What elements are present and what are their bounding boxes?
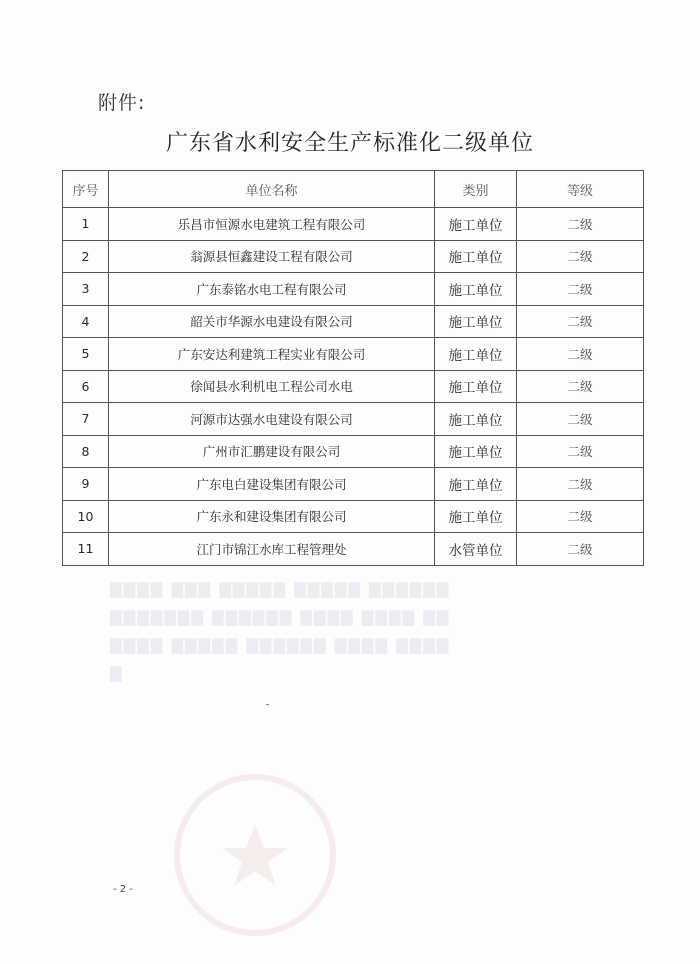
stray-mark — [266, 704, 269, 705]
table-row — [63, 533, 644, 566]
cell-grade: 二级 — [517, 435, 644, 468]
cell-name: 广东永和建设集团有限公司 — [109, 500, 435, 533]
cell-type: 施工单位 — [435, 500, 517, 533]
table-row — [63, 468, 644, 501]
cell-name: 徐闻县水利机电工程公司水电 — [109, 370, 435, 403]
cell-name: 广东安达利建筑工程实业有限公司 — [109, 338, 435, 371]
attachment-label: 附件: — [98, 92, 146, 114]
cell-grade: 二级 — [517, 533, 644, 566]
cell-type: 施工单位 — [435, 468, 517, 501]
cell-index: 5 — [63, 338, 109, 371]
header-index: 序号 — [63, 171, 109, 208]
cell-type: 水管单位 — [435, 533, 517, 566]
cell-type: 施工单位 — [435, 338, 517, 371]
cell-index: 4 — [63, 305, 109, 338]
table-row — [63, 305, 644, 338]
cell-grade: 二级 — [517, 240, 644, 273]
cell-index: 8 — [63, 435, 109, 468]
cell-grade: 二级 — [517, 468, 644, 501]
cell-name: 翁源县恒鑫建设工程有限公司 — [109, 240, 435, 273]
cell-grade: 二级 — [517, 305, 644, 338]
cell-type: 施工单位 — [435, 370, 517, 403]
cell-index: 3 — [63, 273, 109, 306]
cell-grade: 二级 — [517, 403, 644, 436]
header-grade: 等级 — [517, 171, 644, 208]
cell-type: 施工单位 — [435, 435, 517, 468]
header-name: 单位名称 — [109, 171, 435, 208]
cell-name: 广东泰铭水电工程有限公司 — [109, 273, 435, 306]
table-row — [63, 240, 644, 273]
table-row — [63, 208, 644, 241]
table-row — [63, 273, 644, 306]
cell-name: 韶关市华源水电建设有限公司 — [109, 305, 435, 338]
cell-grade: 二级 — [517, 208, 644, 241]
table-header-row — [63, 171, 644, 208]
cell-name: 江门市锦江水库工程管理处 — [109, 533, 435, 566]
cell-index: 6 — [63, 370, 109, 403]
table-row — [63, 435, 644, 468]
cell-name: 河源市达强水电建设有限公司 — [109, 403, 435, 436]
document-title: 广东省水利安全生产标准化二级单位 — [165, 131, 534, 156]
cell-type: 施工单位 — [435, 305, 517, 338]
cell-type: 施工单位 — [435, 208, 517, 241]
cell-index: 7 — [63, 403, 109, 436]
bleed-through-text: ▇▇▇▇ ▇▇▇ ▇▇▇▇▇ ▇▇▇▇▇ ▇▇▇▇▇▇ ▇▇▇▇▇▇▇ ▇▇▇▇▇▇ ▇▇▇▇ ▇▇▇▇ ▇▇ ▇▇▇▇ ▇▇▇▇▇ ▇▇▇▇▇▇ ▇▇▇▇ ▇▇▇▇ ▇ — [110, 580, 451, 682]
units-table — [62, 170, 644, 566]
cell-type: 施工单位 — [435, 273, 517, 306]
cell-index: 1 — [63, 208, 109, 241]
page-number: - 2 - — [113, 884, 133, 895]
cell-index: 9 — [63, 468, 109, 501]
table-row — [63, 370, 644, 403]
table-row — [63, 500, 644, 533]
cell-name: 广州市汇鹏建设有限公司 — [109, 435, 435, 468]
cell-grade: 二级 — [517, 500, 644, 533]
bleed-through-seal — [170, 770, 340, 940]
cell-type: 施工单位 — [435, 403, 517, 436]
cell-grade: 二级 — [517, 273, 644, 306]
cell-index: 11 — [63, 533, 109, 566]
cell-grade: 二级 — [517, 370, 644, 403]
cell-name: 广东电白建设集团有限公司 — [109, 468, 435, 501]
cell-name: 乐昌市恒源水电建筑工程有限公司 — [109, 208, 435, 241]
table-row — [63, 403, 644, 436]
cell-index: 10 — [63, 500, 109, 533]
table-row — [63, 338, 644, 371]
header-type: 类别 — [435, 171, 517, 208]
cell-type: 施工单位 — [435, 240, 517, 273]
cell-grade: 二级 — [517, 338, 644, 371]
cell-index: 2 — [63, 240, 109, 273]
